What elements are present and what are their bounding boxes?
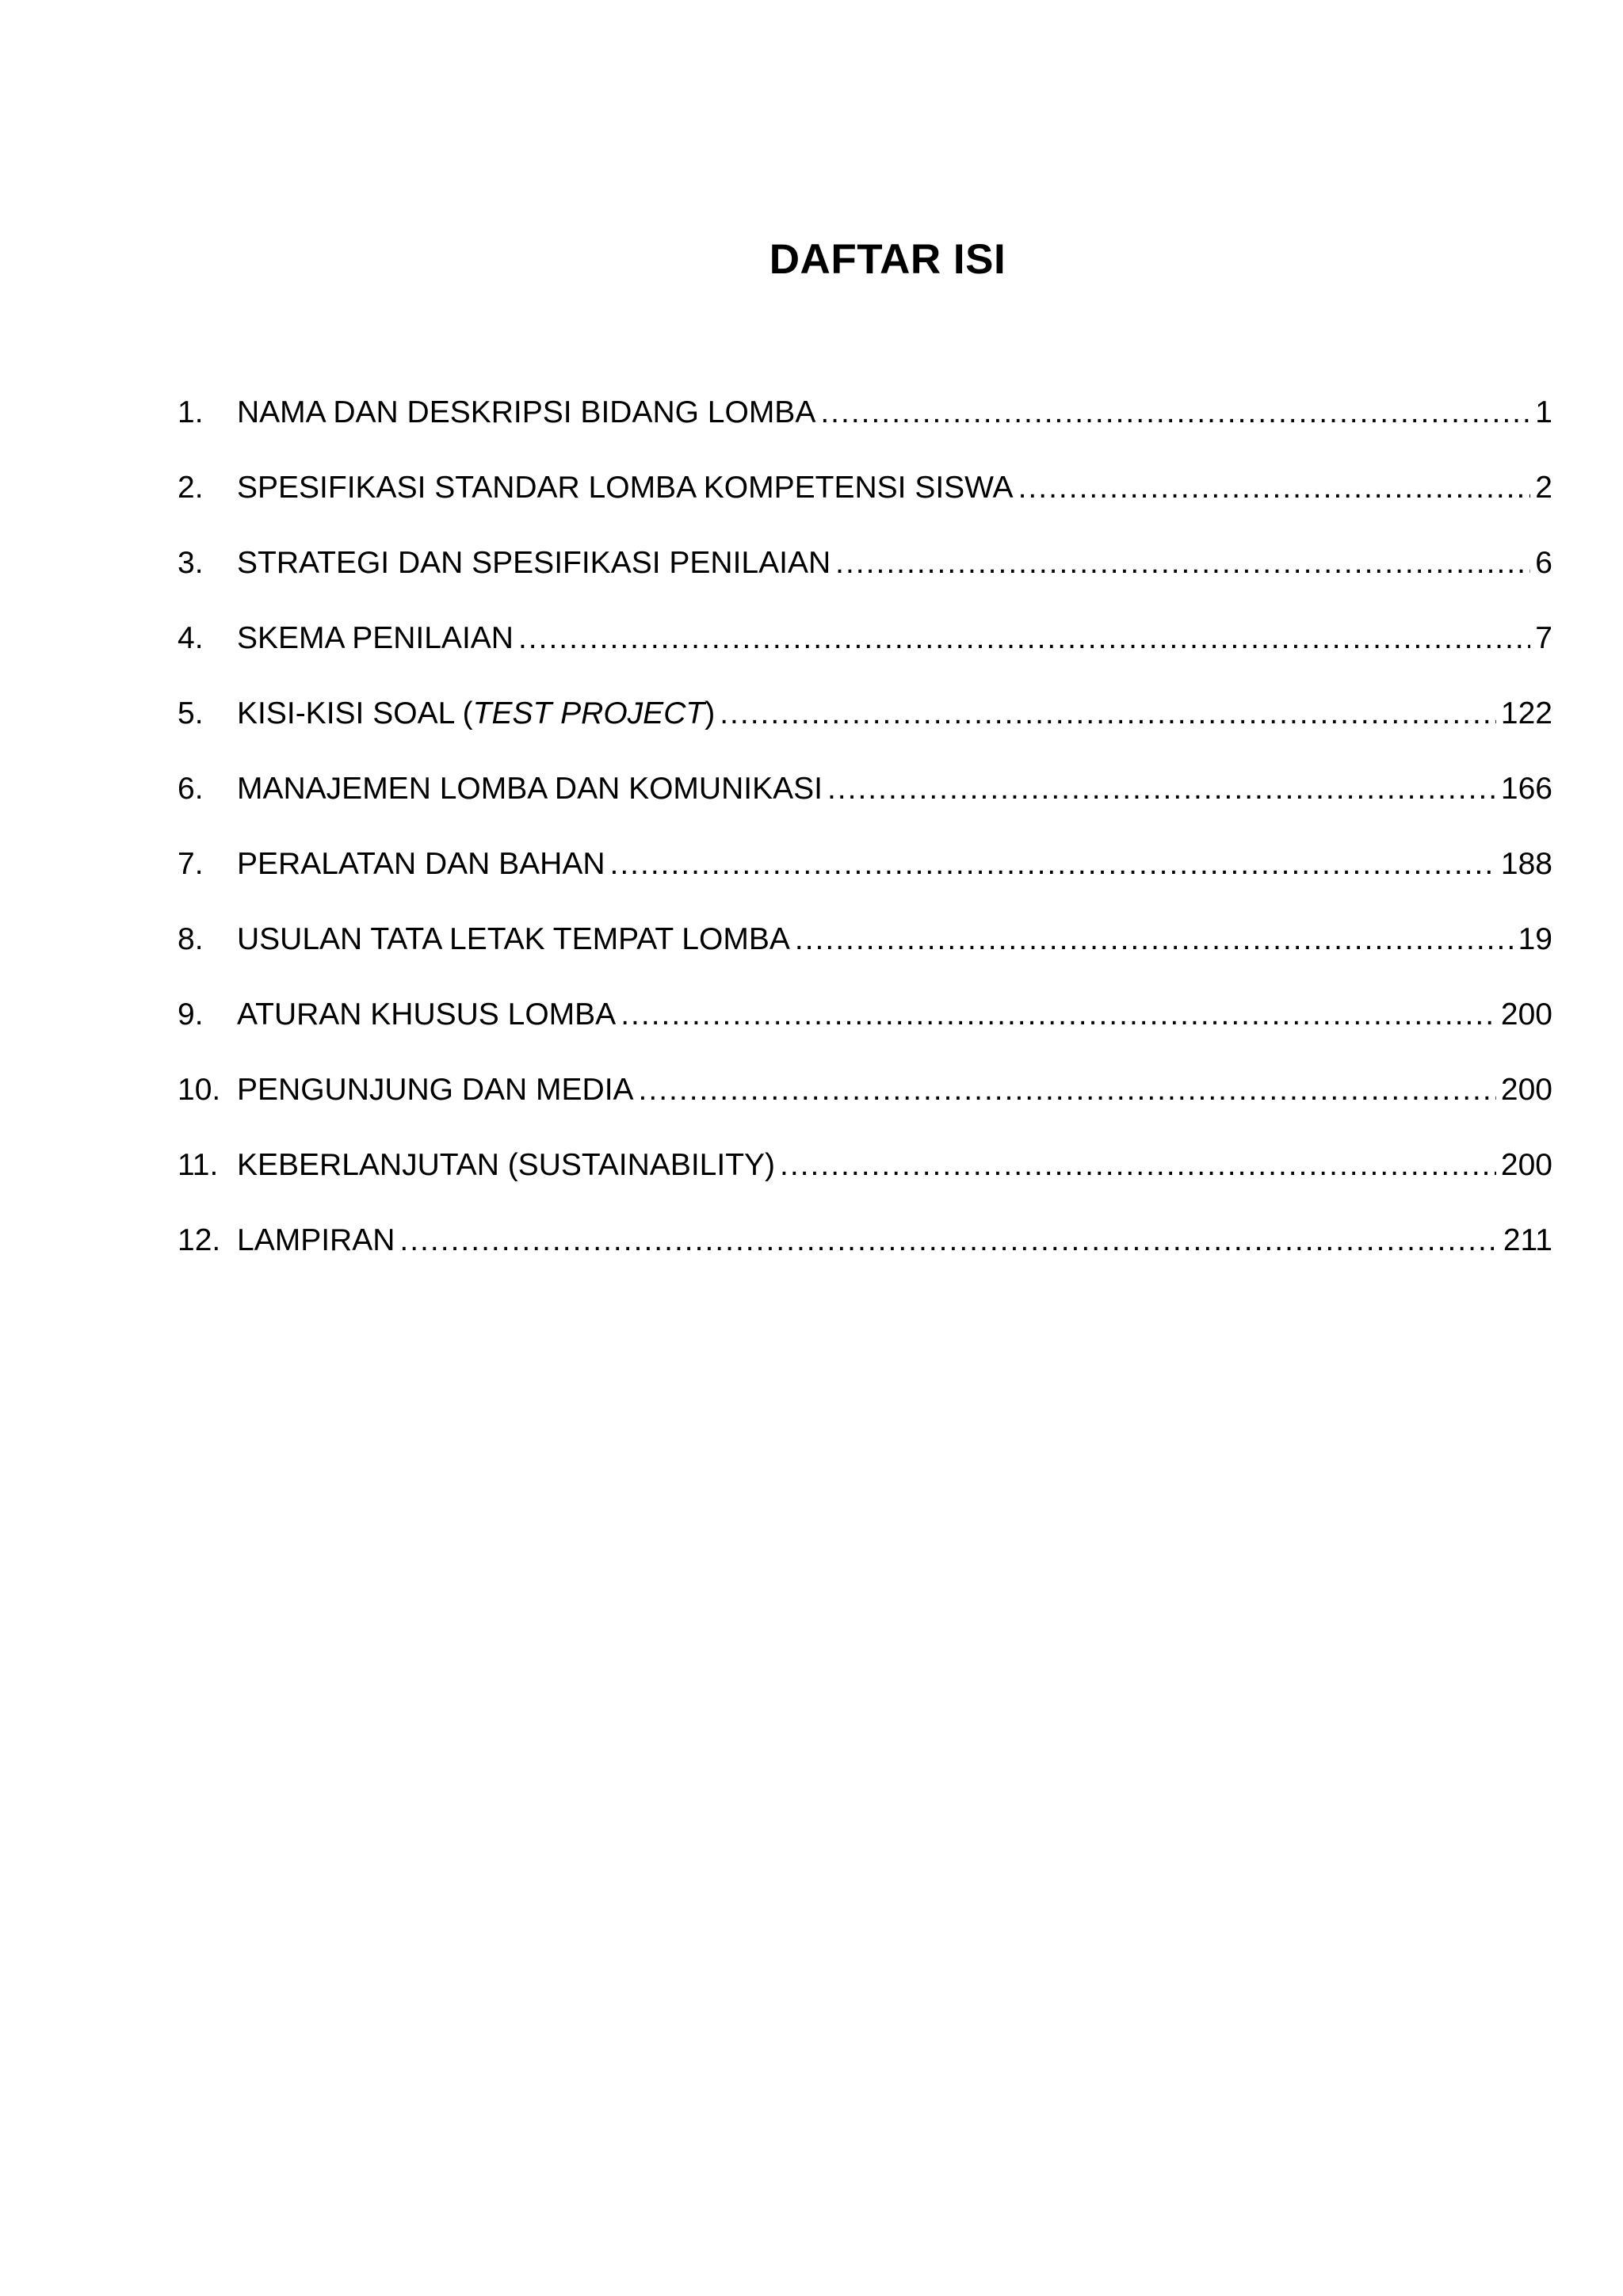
toc-entry-number: 2.	[178, 471, 204, 505]
toc-dot-leader	[621, 996, 1496, 1034]
toc-dot-leader	[518, 620, 1530, 658]
toc-entry-title: STRATEGI DAN SPESIFIKASI PENILAIAN	[237, 546, 831, 580]
toc-entry-title: ATURAN KHUSUS LOMBA	[237, 997, 617, 1032]
toc-entry-page: 211	[1503, 1223, 1552, 1257]
toc-entry[interactable]	[178, 544, 1552, 620]
toc-dot-leader	[399, 1222, 1498, 1260]
toc-entry-page: 200	[1500, 1148, 1552, 1182]
toc-entry-title: PENGUNJUNG DAN MEDIA	[237, 1073, 634, 1107]
toc-entry-page: 19	[1518, 922, 1552, 956]
toc-entry-page: 188	[1500, 847, 1552, 881]
toc-entry[interactable]	[178, 394, 1552, 469]
toc-entry-number: 6.	[178, 772, 204, 806]
toc-entry-title: KEBERLANJUTAN (SUSTAINABILITY)	[237, 1148, 776, 1182]
toc-entry-title-italic: TEST PROJECT	[472, 696, 705, 730]
toc-entry[interactable]	[178, 1071, 1552, 1146]
toc-entry-page: 200	[1500, 1073, 1552, 1107]
toc-entry[interactable]	[178, 996, 1552, 1071]
toc-dot-leader	[835, 544, 1530, 582]
toc-entry-page: 7	[1535, 621, 1552, 655]
toc-dot-leader	[820, 394, 1530, 432]
toc-entry-title: SPESIFIKASI STANDAR LOMBA KOMPETENSI SISWA	[237, 471, 1014, 505]
toc-entry-number: 12.	[178, 1223, 221, 1257]
toc-entry-page: 166	[1500, 772, 1552, 806]
toc-entry-page: 1	[1535, 395, 1552, 429]
toc-entry[interactable]	[178, 921, 1552, 996]
toc-entry-number: 8.	[178, 922, 204, 956]
toc-entry[interactable]	[178, 469, 1552, 544]
toc-entry-page: 6	[1535, 546, 1552, 580]
toc-entry-title	[237, 695, 715, 733]
toc-entry-number: 3.	[178, 546, 204, 580]
toc-entry-title: NAMA DAN DESKRIPSI BIDANG LOMBA	[237, 395, 816, 429]
toc-entry[interactable]	[178, 1146, 1552, 1222]
toc-dot-leader	[610, 845, 1496, 883]
toc-dot-leader	[780, 1146, 1496, 1184]
toc-entry-page: 122	[1500, 696, 1552, 730]
toc-entry-title-prefix: KISI-KISI SOAL (	[237, 696, 473, 730]
toc-dot-leader	[795, 921, 1514, 959]
toc-entry-title: USULAN TATA LETAK TEMPAT LOMBA	[237, 922, 790, 956]
toc-entry-number: 11.	[178, 1148, 219, 1182]
toc-entry[interactable]	[178, 845, 1552, 921]
toc-entry[interactable]	[178, 620, 1552, 695]
toc-entry[interactable]	[178, 1222, 1552, 1297]
table-of-contents	[178, 394, 1552, 1297]
toc-entry[interactable]	[178, 770, 1552, 845]
toc-dot-leader	[639, 1071, 1496, 1109]
toc-entry[interactable]	[178, 695, 1552, 770]
toc-entry-number: 10.	[178, 1073, 221, 1107]
toc-entry-number: 7.	[178, 847, 204, 881]
toc-entry-title: LAMPIRAN	[237, 1223, 395, 1257]
toc-dot-leader	[720, 695, 1496, 733]
toc-entry-title: SKEMA PENILAIAN	[237, 621, 514, 655]
toc-dot-leader	[827, 770, 1496, 808]
toc-entry-number: 4.	[178, 621, 204, 655]
toc-entry-page: 200	[1500, 997, 1552, 1032]
toc-dot-leader	[1018, 469, 1531, 507]
toc-entry-title: PERALATAN DAN BAHAN	[237, 847, 605, 881]
toc-entry-number: 5.	[178, 696, 204, 730]
toc-entry-number: 9.	[178, 997, 204, 1032]
toc-entry-page: 2	[1535, 471, 1552, 505]
page-title: DAFTAR ISI	[769, 236, 1006, 283]
toc-entry-title-suffix: )	[705, 696, 716, 730]
toc-entry-number: 1.	[178, 395, 204, 429]
toc-entry-title: MANAJEMEN LOMBA DAN KOMUNIKASI	[237, 772, 823, 806]
